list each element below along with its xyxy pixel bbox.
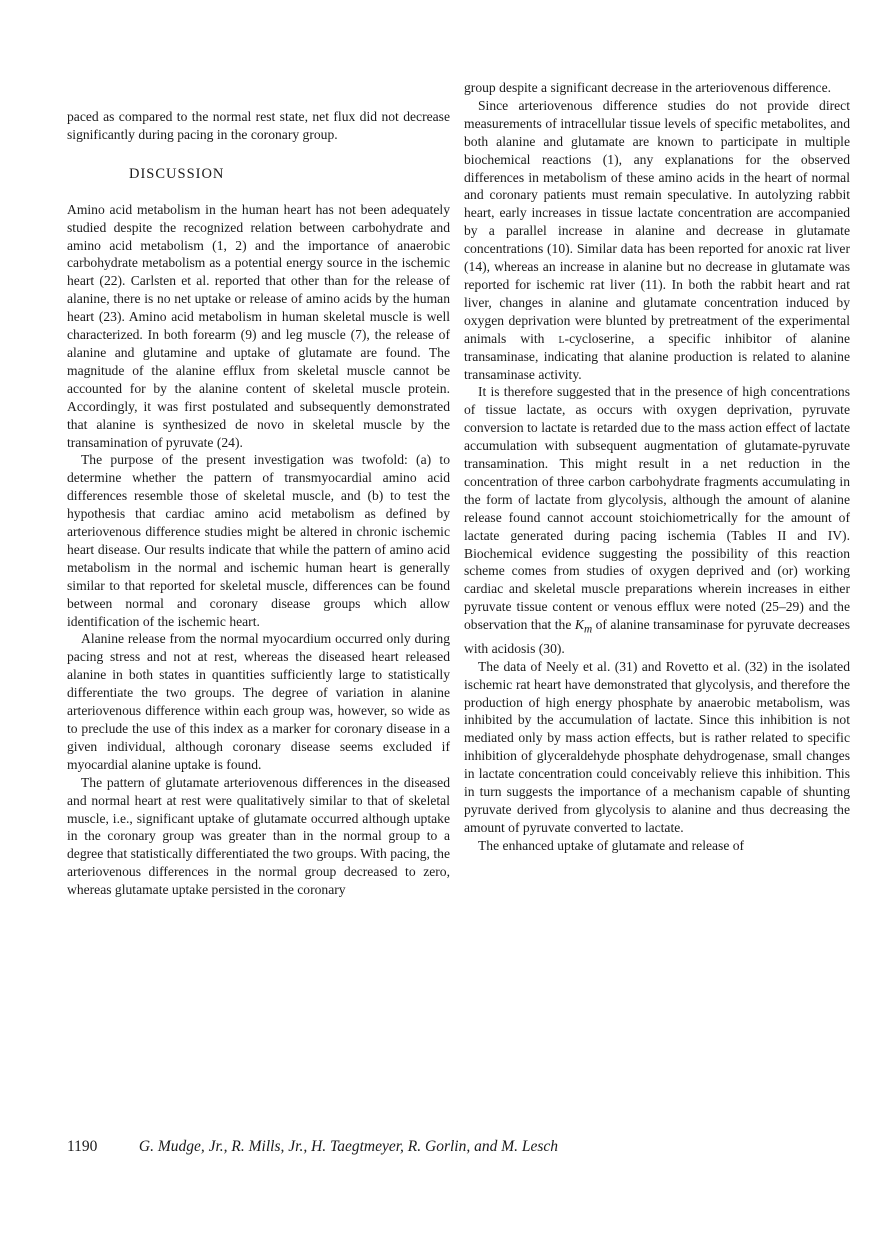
paragraph: The data of Neely et al. (31) and Rovetto et al. (32) in the isolated ischemic rat heart have demonstrated that glycolysis, and therefore the production of high energy phosphate by anaerobic metabolism, was inhibited by the accumulation of lactate. Since this inhibition is not mediated only by mass action effects, but is rather related to specific inhibition of glyceraldehyde phosphate dehydrogenase, small changes in lactate concentration could conceivably relieve this inhibition. This in turn suggests the importance of a mechanism capable of shunting pyruvate derived from glycolysis to alanine and thus decreasing the amount of pyruvate converted to lactate.: [464, 658, 850, 835]
page-number: 1190: [67, 1138, 98, 1155]
running-authors: G. Mudge, Jr., R. Mills, Jr., H. Taegtmeyer, R. Gorlin, and M. Lesch: [138, 1138, 559, 1155]
paragraph-continued: group despite a significant decrease in the arteriovenous difference.: [464, 80, 832, 95]
paragraph-text: -cycloserine, a specific inhibitor of alanine transaminase, indicating that alanine production is related to alanine transaminase activity.: [464, 330, 851, 382]
paragraph: The enhanced uptake of glutamate and release of: [478, 837, 745, 853]
paragraph-text: It is therefore suggested that in the presence of high concentrations of tissue lactate, as occurs with oxygen deprivation, pyruvate conversion to lactate is retarded due to the mass action effect of lactate accumulation with subsequent augmentation of glutamate-pyruvate transamination. This might result in a net reduction in the concentration of three carbon carbohydrate fragments accumulating in the form of lactate from glycolysis, although the amount of alanine release found cannot account stoichiometrically for the amount of lactate generated during pacing ischemia (Tables II and IV). Biochemical evidence suggesting the possibility of this reaction scheme comes from studies of oxygen deprived and (or) working cardiac and skeletal muscle preparations wherein increases in either pyruvate tissue content or venous efflux were noted (25–29) and the observation that the: [464, 384, 850, 633]
right-column: [464, 79, 850, 855]
paragraph-text: of alanine transaminase for pyruvate decreases with acidosis (30).: [464, 617, 851, 656]
paragraph: Amino acid metabolism in the human heart has not been adequately studied despite the recognized relation between carbohydrate and amino acid metabolism (1, 2) and the importance of anaerobic carbohydrate metabolism as a potential energy source in the ischemic heart (22). Carlsten et al. reported that other than for the release of alanine, there is no net uptake or release of amino acids by the human heart (23). Amino acid metabolism in human skeletal muscle is well characterized. In both forearm (9) and leg muscle (7), the release of alanine and glutamine and uptake of glutamate are found. The magnitude of the alanine efflux from skeletal muscle cannot be accounted for by the alanine content of skeletal muscle protein. Accordingly, it was first postulated and subsequently demonstrated that alanine is synthesized de novo in skeletal muscle by the transamination of pyruvate (24).: [67, 201, 450, 450]
paragraph-text: Since arteriovenous difference studies do not provide direct measurements of intracellular tissue levels of specific metabolites, and both alanine and glutamate are known to participate in multiple biochemical reactions (1), any explanations for the observed differences in metabolism of these amino acids in the heart of normal and coronary patients must remain speculative. In autolyzing rabbit heart, early increases in tissue lactate concentration are accompanied by a parallel increase in alanine and decrease in glutamate concentrations (10). Similar data has been reported for anoxic rat liver (14), whereas an increase in alanine but no decrease in glutamate was reported for ischemic rat liver (11). In both the rabbit heart and rat liver, changes in alanine and glutamate concentration induced by oxygen deprivation were blunted by pretreatment of the experimental animals with: [464, 97, 850, 346]
paragraph-continued: paced as compared to the normal rest state, net flux did not decrease significantly during pacing in the coronary group.: [67, 109, 450, 142]
km-subscript: m: [583, 623, 593, 636]
paragraph: [464, 383, 850, 657]
section-heading-discussion: DISCUSSION: [129, 165, 225, 182]
km-symbol: K: [574, 617, 584, 633]
paragraph: [464, 97, 850, 384]
paragraph: The purpose of the present investigation was twofold: (a) to determine whether the pattern of transmyocardial amino acid differences resemble those of skeletal muscle, and (b) to test the hypothesis that cardiac amino acid metabolism as defined by arteriovenous difference studies might be altered in chronic ischemic heart disease. Our results indicate that while the pattern of amino acid metabolism in the normal and ischemic human heart is generally similar to that reported for skeletal muscle, differences can be found between normal and coronary disease groups which allow identification of the ischemic heart.: [67, 452, 450, 629]
small-caps-prefix: l: [558, 330, 565, 346]
paragraph: Alanine release from the normal myocardium occurred only during pacing stress and not at rest, whereas the diseased heart released alanine in both states in quantities sufficiently large to statistically differentiate the two groups. The degree of variation in alanine arteriovenous difference within each group was, however, so wide as to preclude the use of this index as a marker for coronary disease in a given individual, although coronary disease seems excluded if myocardial alanine uptake is found.: [67, 631, 450, 772]
paragraph: The pattern of glutamate arteriovenous differences in the diseased and normal heart at rest were qualitatively similar to that of skeletal muscle, i.e., significant uptake of glutamate occurred although uptake in the coronary group was greater than in the normal group to a degree that statistically differentiated the two groups. With pacing, the arteriovenous differences in the normal group decreased to zero, whereas glutamate uptake persisted in the coronary: [67, 774, 450, 898]
page-footer: [67, 1138, 558, 1156]
left-column: [67, 108, 450, 899]
